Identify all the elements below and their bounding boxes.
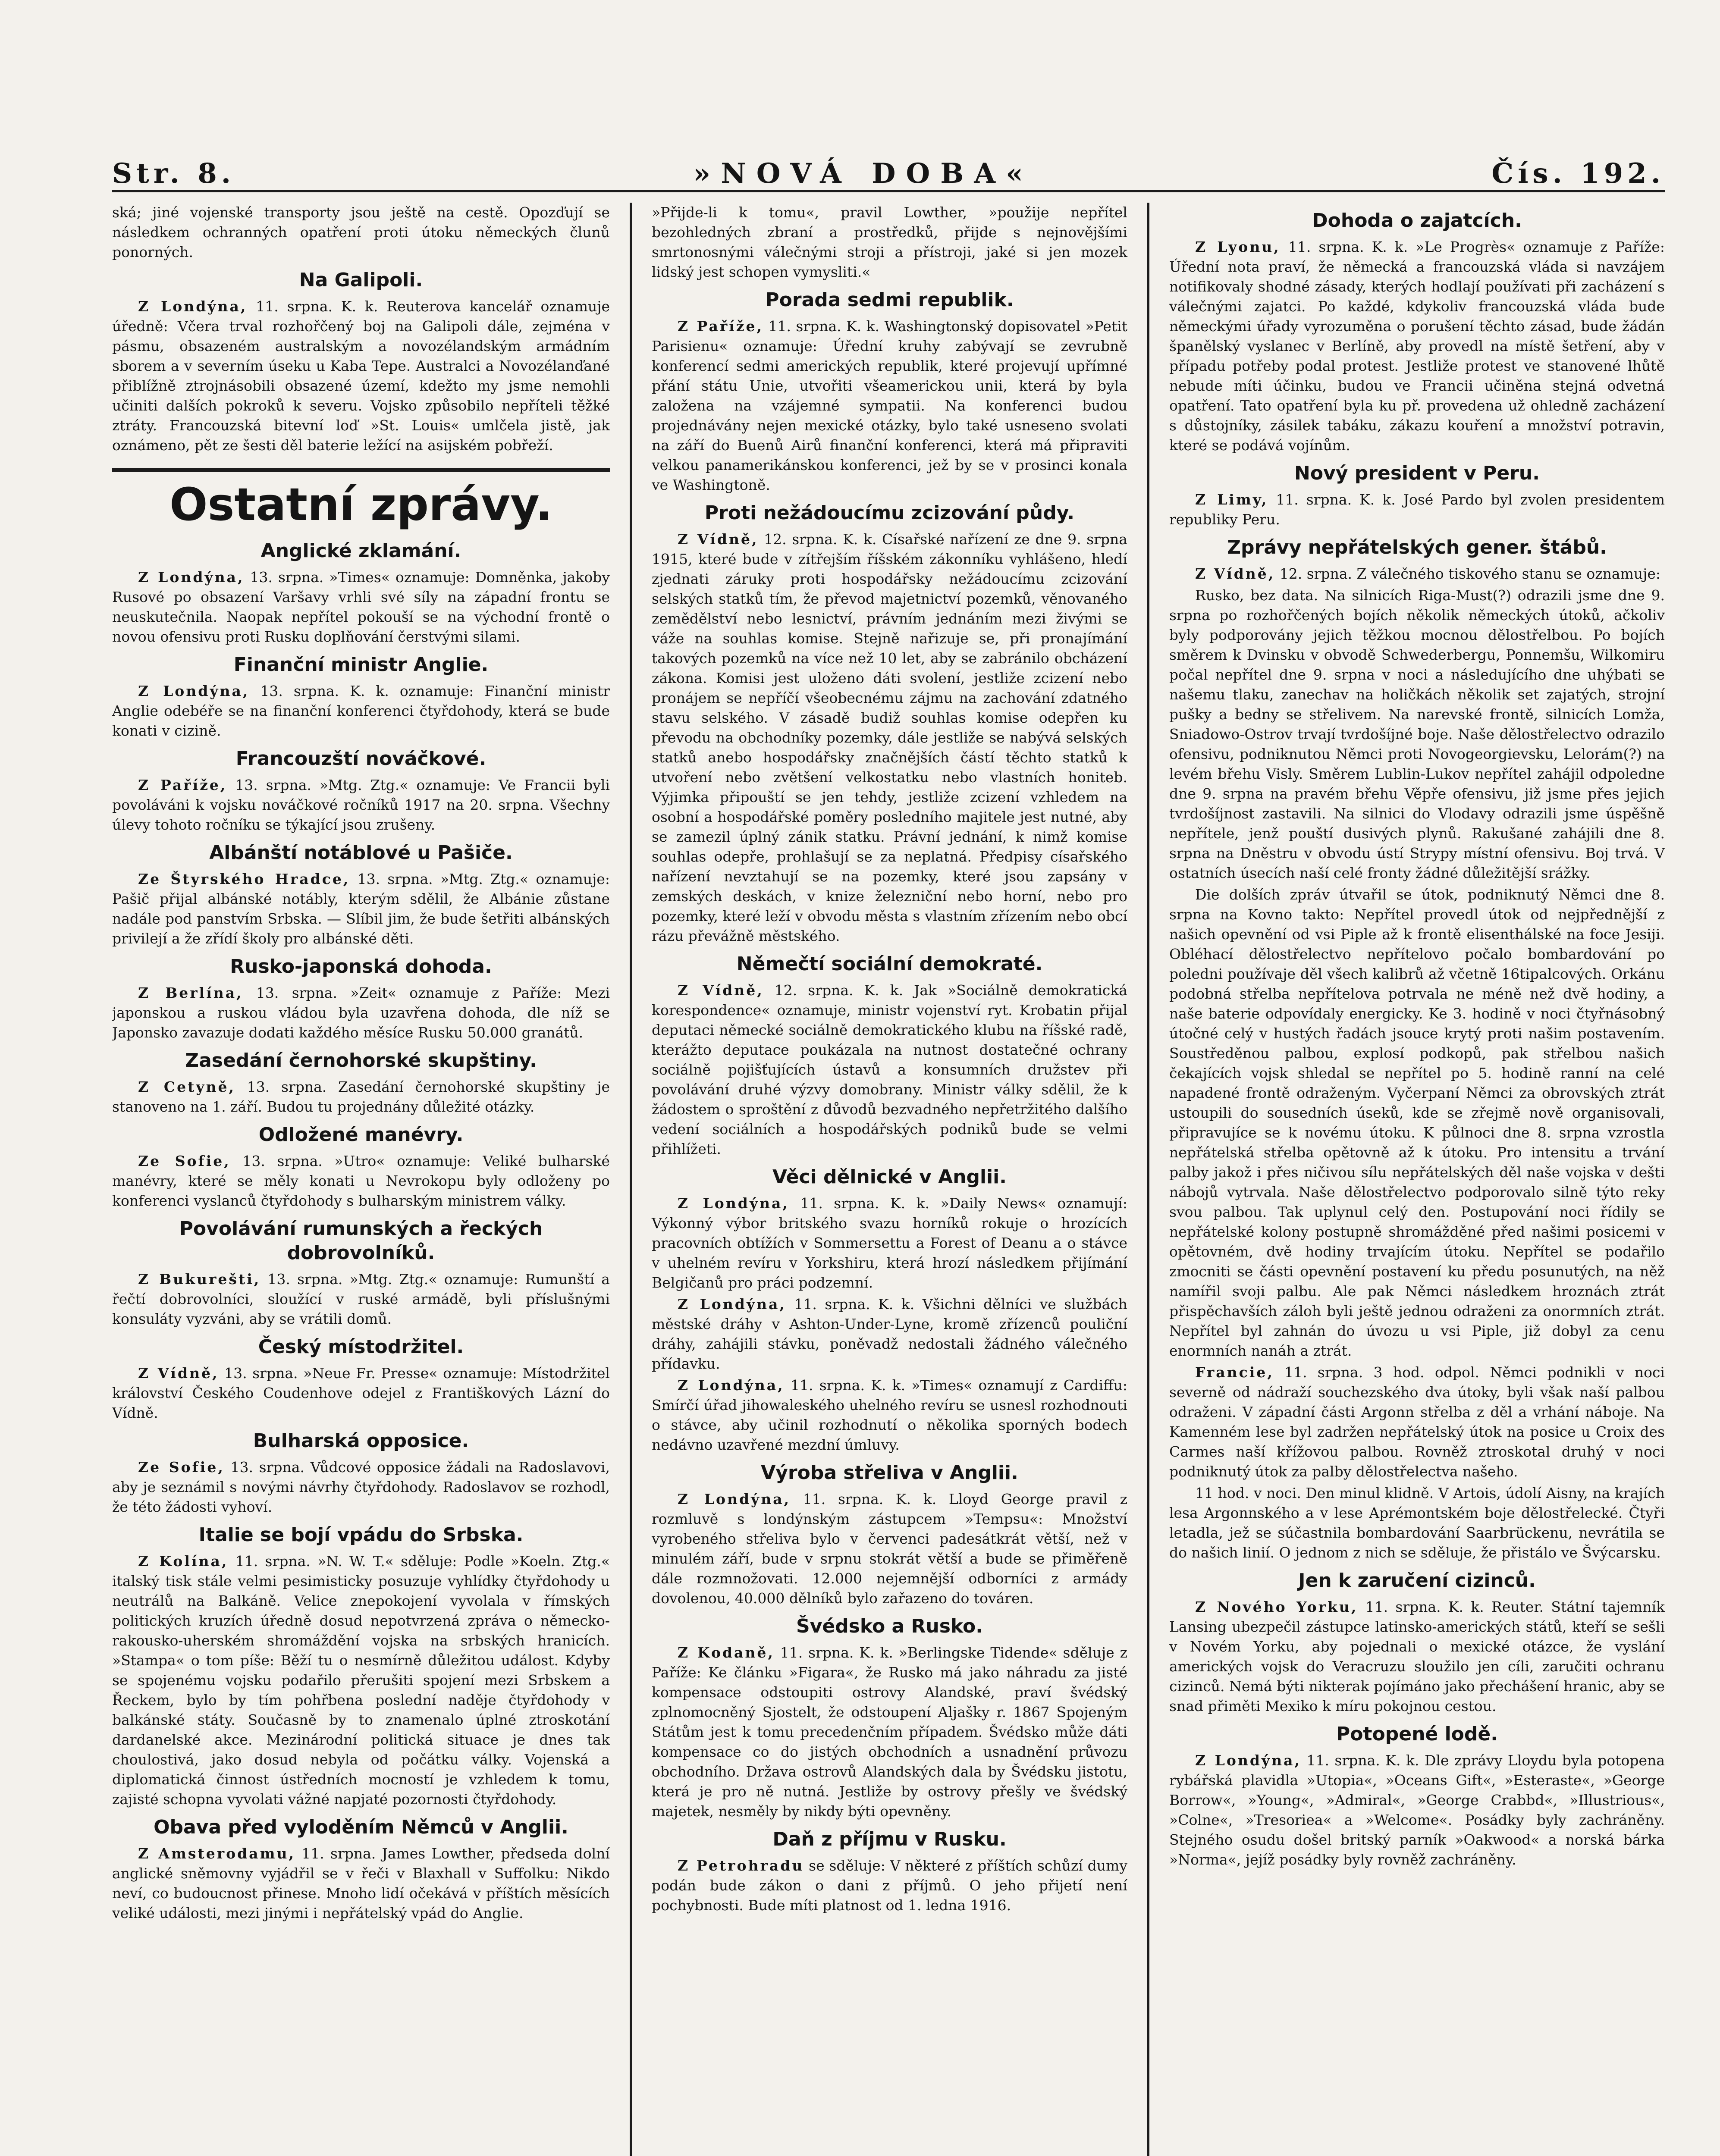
article-dateline: Z Londýna, (678, 1195, 789, 1212)
article-dateline: Z Vídně, (1195, 565, 1275, 582)
article-dateline: Z Vídně, (678, 531, 759, 548)
article-body (112, 1077, 610, 1117)
article-text: 13. srpna. »Times« oznamuje: Domněnka, jakoby Rusové po obsazení Varšavy vrhli své síly na západní frontu se neuskutečnila. Naopak nepřítel pokouší se na východní frontě o novou ofensivu proti Rusku doplňování čerstvými silami. (112, 569, 610, 645)
article-body (112, 1269, 610, 1329)
article-text: 13. srpna. »Utro« oznamuje: Veliké bulharské manévry, které se měly konati u Nevrokopu byly odloženy po konferenci vyslanců čtyřdohody s bulharským ministrem války. (112, 1153, 610, 1209)
article-title: Francouzští nováčkové. (235, 748, 486, 770)
article-text: 11. srpna. K. k. »Le Progrès« oznamuje z Paříže: Úřední nota praví, že německá a francouzská vláda si navzájem notifikovaly shodné zásady, kterých hodlají používati při zacházení s válečnými zajatci. Po každé, kdykoliv francouzská vláda bude německými úřady vyrozuměna o porušení těchto zásad, bude žádán španělský vyslanec v Berlíně, aby provedl na místě šetření, aby v případu potřeby podal protest. Jestliže protest ve stanovené lhůtě nebude míti účinku, budou ve Francii učiněna stejná odvetná opatření. Tato opatření byla ku př. provedena už ohledně zacházení s důstojníky, zásilek tabáku, zákazu kouření a množství potravin, které se podává vojínům. (1169, 238, 1665, 454)
article-text: 12. srpna. K. k. Jak »Sociálně demokratická korespondence« oznamuje, ministr vojenství ryt. Krobatin přijal deputaci německé sociálně demokratického klubu na říšské radě, kterážto deputace poukázala na nutnost dostatečné ochrany sociálně pojišťujících ústavů a konsumních družstev při povolávání druhé výzvy domobrany. Ministr války sdělil, že k žádostem o sproštění z důvodů bezvadného nepřetržitého dalšího vedení sociálních a hospodářských podniků bude se velmi přihlížeti. (652, 982, 1127, 1157)
article-body (652, 1376, 1127, 1455)
article-title: Rusko-japonská dohoda. (230, 956, 492, 978)
article-body (112, 775, 610, 835)
newspaper-title: »NOVÁ DOBA« (693, 157, 1034, 190)
article-title: Obava před vyloděním Němců v Anglii. (154, 1816, 568, 1838)
article-continuation: »Přijde-li k tomu«, pravil Lowther, »použije nepřítel bezohledných zbraní a prostředků, přijde s nejnovějšími smrtonosnými válečnými stroji a přístroji, jaké si jen mozek lidský jest schopen vymysliti.« (652, 204, 1127, 280)
article-dateline: Z Paříže, (138, 777, 227, 793)
article-text: 13. srpna. »Mtg. Ztg.« oznamuje: Pašič přijal albánské notábly, kterým sdělil, že Albánie zůstane nadále pod panstvím Srbska. — Slíbil jim, že bude šetřiti albánských privilejí a že zřídí školy pro albánské děti. (112, 871, 610, 947)
article-text: 11. srpna. »N. W. T.« sděluje: Podle »Koeln. Ztg.« italský tisk stále velmi pesimisticky posuzuje vyhlídky čtyřdohody u neutrálů na Balkáně. Velice znepokojení vyvolala v římských politických kruzích úředně dosud nepotvrzená zpráva o německo-rakousko-uherském shromáždění vojska na srbských hranicích. »Stampa« o tom píše: Běží tu o nesmírně důležitou událost. Kdyby se spojenému vojsku podařilo přerušiti spojení mezi Srbskem a Řeckem, bylo by tím pohřbena poslední naděje čtyřdohody v balkánské státy. Současně by to znamenalo úplné ztroskotání dardanelské akce. Mezinárodní politická situace je dnes tak choulostivá, jako dosud nebyla od počátku války. Vojenská a diplomatická činnost ústředních mocností je vzhledem k tomu, zajisté schopna vyvolati vážné napjaté pozornosti čtyřdohody. (112, 1553, 610, 1808)
article-title: Italie se bojí vpádu do Srbska. (198, 1524, 524, 1546)
article-text: 13. srpna. K. k. oznamuje: Finanční ministr Anglie odebéře se na finanční konferenci čtyřdohody, která se bude konati v cizině. (112, 683, 610, 739)
article-body (1169, 490, 1665, 530)
article-text: 13. srpna. »Neue Fr. Presse« oznamuje: Místodržitel království Českého Coudenhove odejel z Františkových Lázní do Vídně. (112, 1365, 610, 1421)
article-title: Nový president v Peru. (1294, 462, 1540, 484)
article-dateline: Z Vídně, (678, 982, 764, 999)
article-dateline: Z Limy, (1195, 491, 1268, 508)
article-text: 13. srpna. »Zeit« oznamuje z Paříže: Mezi japonskou a ruskou vládou byla uzavřena dohoda, dle níž se Japonsko zavazuje dodati každého měsíce Rusku 50.000 granátů. (112, 984, 610, 1041)
article-title: Proti nežádoucímu zcizování půdy. (704, 502, 1075, 524)
article-title: Na Galipoli. (299, 269, 423, 291)
article-dateline: Francie, (1195, 1364, 1274, 1381)
article-body (112, 297, 610, 455)
article-body: 11 hod. v noci. Den minul klidně. V Artois, údolí Aisny, na krajích lesa Argonnského a v lese Aprémontském boje dělostřelecké. Čtyři letadla, jež se súčastnila bombardování Saarbrückenu, nevrátila se do našich linií. O jednom z nich se sděluje, že přistálo ve Švýcarsku. (1169, 1485, 1665, 1561)
article-body (112, 1457, 610, 1517)
article-body (112, 869, 610, 949)
article-body (112, 983, 610, 1043)
article-title: Zprávy nepřátelských gener. štábů. (1227, 536, 1607, 558)
article-columns (112, 203, 1665, 2156)
article-dateline: Z Londýna, (138, 298, 248, 315)
column-1 (112, 203, 630, 2156)
article-body (652, 1856, 1127, 1915)
article-body (1169, 564, 1665, 584)
article-text: 13. srpna. Vůdcové opposice žádali na Radoslavovi, aby je seznámil s novými návrhy čtyřdohody. Radoslavov se rozhodl, že této žádosti vyhoví. (112, 1459, 610, 1515)
article-title: Anglické zklamání. (261, 540, 461, 562)
page-header (112, 142, 1665, 192)
article-dateline: Z Londýna, (138, 569, 245, 586)
article-title: Potopené lodě. (1336, 1723, 1498, 1745)
article-dateline: Z Lyonu, (1195, 238, 1281, 255)
article-text: 11. srpna. K. k. Dle zprávy Lloydu byla potopena rybářská plavidla »Utopia«, »Oceans Gift«, »Esteraste«, »George Borrow«, »Young«, »Admiral«, »George Crabbd«, »Illustrious«, »Colne«, »Tresoriea« a »Welcome«. Posádky byly zachráněny. Stejného osudu došel britský parník »Oakwood« a norská bárka »Norma«, jejíž posádky byly rovněž zachráněny. (1169, 1752, 1665, 1868)
article-dateline: Z Paříže, (678, 318, 763, 335)
article-body (112, 1363, 610, 1423)
article-text: 13. srpna. »Mtg. Ztg.« oznamuje: Ve Francii byli povoláváni k vojsku nováčkové ročníků 1917 na 20. srpna. Všechny úlevy tohoto ročníku se týkající jsou zrušeny. (112, 777, 610, 833)
article-title: Daň z příjmu v Rusku. (772, 1828, 1007, 1850)
article-text: 12. srpna. K. k. Císařské nařízení ze dne 9. srpna 1915, které bude v zítřejším říšském zákonníku vyhlášeno, hledí zjednati záruky proti hospodářsky nežádoucímu zcizování selských statků tím, že převod majetnictví pozemků, věnovaného zemědělství nebo lesnictví, právním jednáním mezi živými se váže na souhlas komise. Stejně nařizuje se, při pronajímání takových pozemků na více než 10 let, aby se zabránilo obcházení zákona. Komisi jest uloženo dáti svolení, jestliže zcizení nebo pronájem se nepříčí všeobecnému zájmu na zachování zdatného stavu selského. V zásadě budiž souhlas komise odepřen ku převodu na obchodníky pozemky, dále jestliže se nabývá selských statků anebo hospodářsky značnějších částí těchto statků k utvoření nebo zvětšení velkostatku nebo vlastních honiteb. Výjimka připouští se jen tehdy, jestliže zcizení vzhledem na osobní a hospodářské poměry posledního majitele jest nutné, aby se zamezil úplný zánik statku. Právní jednání, k nimž komise souhlas odepře, prohlašují se za neplatná. Předpisy císařského nařízení nevztahují se na pozemky, které jsou zapsány v zemských deskách, v knize železniční nebo horní, nebo pro pozemky, které leží v obvodu města s vlastním zřízením nebo obcí rázu převážně městského. (652, 531, 1127, 944)
article-dateline: Z Londýna, (678, 1377, 785, 1394)
article-body (1169, 1597, 1665, 1716)
article-title: Bulharská opposice. (253, 1430, 469, 1452)
article-body (652, 1643, 1127, 1821)
article-text: 11. srpna. K. k. »Times« oznamují z Cardiffu: Smírčí úřad jihowaleského uhelného revíru se usnesl rozhodnouti o stávce, aby učinil rozhodnutí o několika sporných bodech nedávno uzavřené mezdní úmluvy. (652, 1377, 1127, 1453)
article-body (652, 317, 1127, 495)
article-body (652, 981, 1127, 1159)
article-text: 11. srpna. K. k. »Daily News« oznamují: Výkonný výbor britského svazu horníků rokuje o hrozících pracovních obtížích v Sommersettu a Forest of Deanu a o stávce v uhelném revíru v Yorkshiru, která hrozí následkem přijímání Belgičanů pro práci podzemní. (652, 1195, 1127, 1291)
article-body (112, 1844, 610, 1923)
article-body (112, 567, 610, 647)
article-body (652, 1294, 1127, 1374)
article-dateline: Z Londýna, (138, 683, 250, 699)
article-dateline: Z Bukurešti, (138, 1271, 261, 1288)
article-dateline: Z Kodaně, (678, 1644, 775, 1661)
article-dateline: Z Vídně, (138, 1365, 219, 1382)
article-title: Albánští notáblové u Pašiče. (209, 842, 513, 864)
article-text: 11. srpna. K. k. Washingtonský dopisovatel »Petit Parisienu« oznamuje: Úřední kruhy zabývají se zevrubně konferencí sedmi amerických republik, které projevují upřímné přání státu Unie, utvořiti všeamerickou unii, která by byla založena na vzájemné sympatii. Na konferenci budou projednávány nejen mexické otázky, bylo také usneseno svolati na září do Buenů Airů finanční konferenci, která má připraviti velkou panamerikánskou konferenci, jež by se v prosinci konala ve Washingtoně. (652, 318, 1127, 493)
article-dateline: Ze Sofie, (138, 1459, 225, 1476)
article-body (112, 681, 610, 741)
article-dateline: Z Nového Yorku, (1195, 1598, 1358, 1615)
article-body (1169, 1363, 1665, 1482)
article-title: Švédsko a Rusko. (796, 1615, 983, 1637)
article-text: 11. srpna. K. k. Reuter. Státní tajemník Lansing ubezpečil zástupce latinsko-amerických států, kteří se sešli v Novém Yorku, aby pojednali o mexické otázce, že vyslání amerických vojsk do Veracruzu sloužilo jen cíli, zaručiti ochranu cizinců. Nemá býti nikterak pojímáno jako přechášení hranic, aby se snad přiměti Mexiko k míru pokojnou cestou. (1169, 1598, 1665, 1714)
article-text: 11. srpna. K. k. Všichni dělníci ve službách městské dráhy v Ashton-Under-Lyne, kromě zřízenců pouliční dráhy, zahájili stávku, poněvadž nedostali žádného válečného přídavku. (652, 1296, 1127, 1372)
article-dateline: Z Cetyně, (138, 1078, 236, 1095)
article-title: Porada sedmi republik. (765, 289, 1014, 311)
article-text: 11. srpna. K. k. Reuterova kancelář oznamuje úředně: Včera trval rozhořčený boj na Galipoli dále, zejména v pásmu, obsazeném australským a novozélandským armádním sborem a v severním úseku u Kaba Tepe. Australci a Novozélanďané přiblížně ztrojnásobili obsazené území, kdežto my jsme nemohli učiniti dalších pokroků k severu. Vojsko způsobilo nepříteli těžké ztráty. Francouzská bitevní loď »St. Louis« umlčela jistě, jak oznámeno, pět ze šesti děl baterie ležící na asijském pobřeží. (112, 298, 610, 454)
article-body: Rusko, bez data. Na silnicích Riga-Must(?) odrazili jsme dne 9. srpna po rozhořčených bojích několik německých útoků, ačkoliv byly podporovány jejich těžkou mocnou dělostřelbou. Po bojích směrem k Dvinsku v obvodě Schwederbergu, Ponnemšu, Wilkomiru počal nepřítel dne 9. srpna v noci a následujícího dne uhýbati se našemu tlaku, zanechav na holičkách několik set zajatých, strojní pušky a bedny se střelivem. Na narevské frontě, silnicích Lomža, Sniadowo-Ostrov trvají tvrdošíjné boje. Naše dělostřelectvo odrazilo ofensivu, podniknutou Němci proti Novogeorgievsku, Lelorám(?) na levém břehu Visly. Směrem Lublin-Lukov nepřítel zahájil odpoledne dne 9. srpna na pravém břehu Věpře ofensivu, již jsme přes jejich tvrdošíjnost zastavili. Na silnici do Vlodavy odrazili jsme úspěšně nepřítele, jenž pouští dusivých plynů. Rakušané zahájili dne 8. srpna na Dněstru v obvodu ústí Strypy místní ofensivu. Boj trvá. V ostatních úsecích naší celé fronty žádné důležitější srážky. (1169, 587, 1665, 881)
column-2 (630, 203, 1147, 2156)
article-title: Odložené manévry. (258, 1124, 464, 1146)
article-text: 13. srpna. »Mtg. Ztg.« oznamuje: Rumunští a řečtí dobrovolníci, sloužící v ruské armádě, byli příslušnými konsuláty vyzváni, aby se vrátili domů. (112, 1271, 610, 1327)
article-title: Dohoda o zajatcích. (1312, 210, 1522, 232)
article-dateline: Z Berlína, (138, 984, 243, 1001)
article-title: Věci dělnické v Anglii. (772, 1166, 1007, 1188)
page-number: Str. 8. (112, 157, 235, 190)
article-text: 11. srpna. 3 hod. odpol. Němci podnikli v noci severně od nádraží souchezského dva útoky, byli však naší palbou odraženi. V západní části Argonn střelba z děl a vrhání náboje. Na Kamenném lese byl zadržen nepřátelský útok na posice u Croix des Carmes naší křížovou palbou. Rovněž ztroskotal druhý v noci podniknutý útok za palby dělostřelectva našeho. (1169, 1364, 1665, 1480)
article-dateline: Z Londýna, (678, 1296, 786, 1313)
article-dateline: Ze Sofie, (138, 1153, 231, 1169)
article-title: Zasedání černohorské skupštiny. (185, 1050, 537, 1072)
article-title: Český místodržitel. (258, 1336, 464, 1358)
article-dateline: Ze Štyrského Hradce, (138, 871, 350, 887)
column-3 (1147, 203, 1665, 2156)
article-title: Výroba střeliva v Anglii. (761, 1462, 1018, 1484)
article-title: Povolávání rumunských a řeckých dobrovolníků. (179, 1218, 543, 1264)
section-heading: Ostatní zprávy. (112, 468, 610, 530)
article-text: 11. srpna. K. k. Lloyd George pravil z rozmluvě s londýnským zástupcem »Tempsu«: Množství vyrobeného střeliva bylo v červenci padesátkrát větší, než v minulém září, bude v srpnu stokrát větší a bude se přiměřeně dále rozmnožovati. 12.000 nejemnější odborníci z armády dovolenou, 40.000 dělníků bylo zařazeno do továren. (652, 1491, 1128, 1607)
article-body (1169, 237, 1665, 455)
article-dateline: Z Londýna, (1195, 1752, 1301, 1769)
article-title: Němečtí sociální demokraté. (736, 953, 1043, 975)
article-body (112, 1551, 610, 1809)
article-text: 11. srpna. James Lowther, předseda dolní anglické sněmovny vyjádřil se v řeči v Blaxhall v Suffolku: Nikdo neví, co budoucnost přinese. Mnoho lidí očekává v příštích měsících veliké události, mezi jinými i nepřátelský vpád do Anglie. (112, 1845, 610, 1921)
article-body (112, 1151, 610, 1211)
article-body: Die dolších zpráv útvařil se útok, podniknutý Němci dne 8. srpna na Kovno takto: Nepřítel provedl útok od nejpřednější z našich opevnění od vsi Piple až k frontě elisenthálské na foce Jesiji. Obléhací dělostřelectvo nepřítelovo počalo bombardování po poledni používaje děl všech kalibrů až včetně 16tipalcových. Orkánu podobná střelba nepřítelova potrvala ne méně než dvě hodiny, a naše baterie odpovídaly energicky. Ke 3. hodině v noci čtyřnásobný útočné celý v hustých řadách jsouce krytý proti našim postavením. Soustředěnou palbou, explosí podkopů, pak střelbou našich čekajících vojsk shledal se nepřítel po 5. hodině ranní na celé napadené frontě odraženým. Vyčerpaní Němci za obrovských ztrát ustoupili do sousedních úseků, kde se zřejmě nově organisovali, připravujíce se k novému útoku. K půlnoci dne 8. srpna vzrostla nepřátelská střelba opětovně až k útoku. Pro intensitu a trvání palby jakož i přes ničivou sílu nepřátelských děl naše vojska v dešti nábojů vytrvala. Naše dělostřelectvo podporovalo silně týto reky svou palbou. Tak uplynul celý den. Postupování noci řídily se nepřátelské kolony postupně shromážděné před našimi posicemi v opětovném, dvě hodiny trvajícím útoku. Nepřítel se podařilo zmocniti se části opevnění postavení ku předu posunutých, na něž namířil svoji palbu. Ale pak Němci následkem hroznách ztrát přispěchavších záloh byli ještě jednou odraženi za onormních ztrát. Nepřítel byl zahnán do úvozu u vsi Piple, již dobyl za cenu enormních nanáh a ztrát. (1169, 886, 1665, 1359)
article-text: 11. srpna. K. k. José Pardo byl zvolen presidentem republiky Peru. (1169, 491, 1665, 528)
issue-number: Čís. 192. (1491, 157, 1665, 190)
article-text: 13. srpna. Zasedání černohorské skupštiny je stanoveno na 1. září. Budou tu projednány důležité otázky. (112, 1078, 610, 1115)
article-title: Jen k zaručení cizinců. (1298, 1570, 1536, 1592)
article-continuation: ská; jiné vojenské transporty jsou ještě na cestě. Opozďují se následkem ochranných opatření proti útoku německých člunů ponorných. (112, 204, 610, 260)
article-dateline: Z Kolína, (138, 1553, 229, 1570)
article-text: 11. srpna. K. k. »Berlingske Tidende« sděluje z Paříže: Ke článku »Figara«, že Rusko má jako náhradu za jisté kompensace odstoupiti ostrovy Alandské, praví švédský zplnomocněný Sjostelt, že odstoupení Aljašky r. 1867 Spojeným Státům jest k tomu precedenčním případem. Švédsko může dáti kompensace co do jistých obchodních a usnadnění průvozu obchodního. Država ostrovů Alandských dala by Švédsku jistotu, která je pro ně nutná. Jestliže by ostrovy přešly ve švédský majetek, nesměly by nikdy býti opevněny. (652, 1644, 1127, 1820)
article-body (652, 1489, 1127, 1608)
article-dateline: Z Amsterodamu, (138, 1845, 295, 1862)
article-body (1169, 1751, 1665, 1870)
article-text: se sděluje: V některé z příštích schůzí dumy podán bude zákon o dani z příjmů. O jeho přijetí není pochybnosti. Bude míti platnost od 1. ledna 1916. (652, 1857, 1127, 1914)
article-body (652, 530, 1127, 946)
article-dateline: Z Petrohradu (678, 1857, 804, 1874)
article-text: 12. srpna. Z válečného tiskového stanu se oznamuje: (1279, 565, 1661, 582)
article-dateline: Z Londýna, (678, 1491, 791, 1507)
article-body (652, 1194, 1127, 1293)
article-title: Finanční ministr Anglie. (233, 654, 489, 676)
